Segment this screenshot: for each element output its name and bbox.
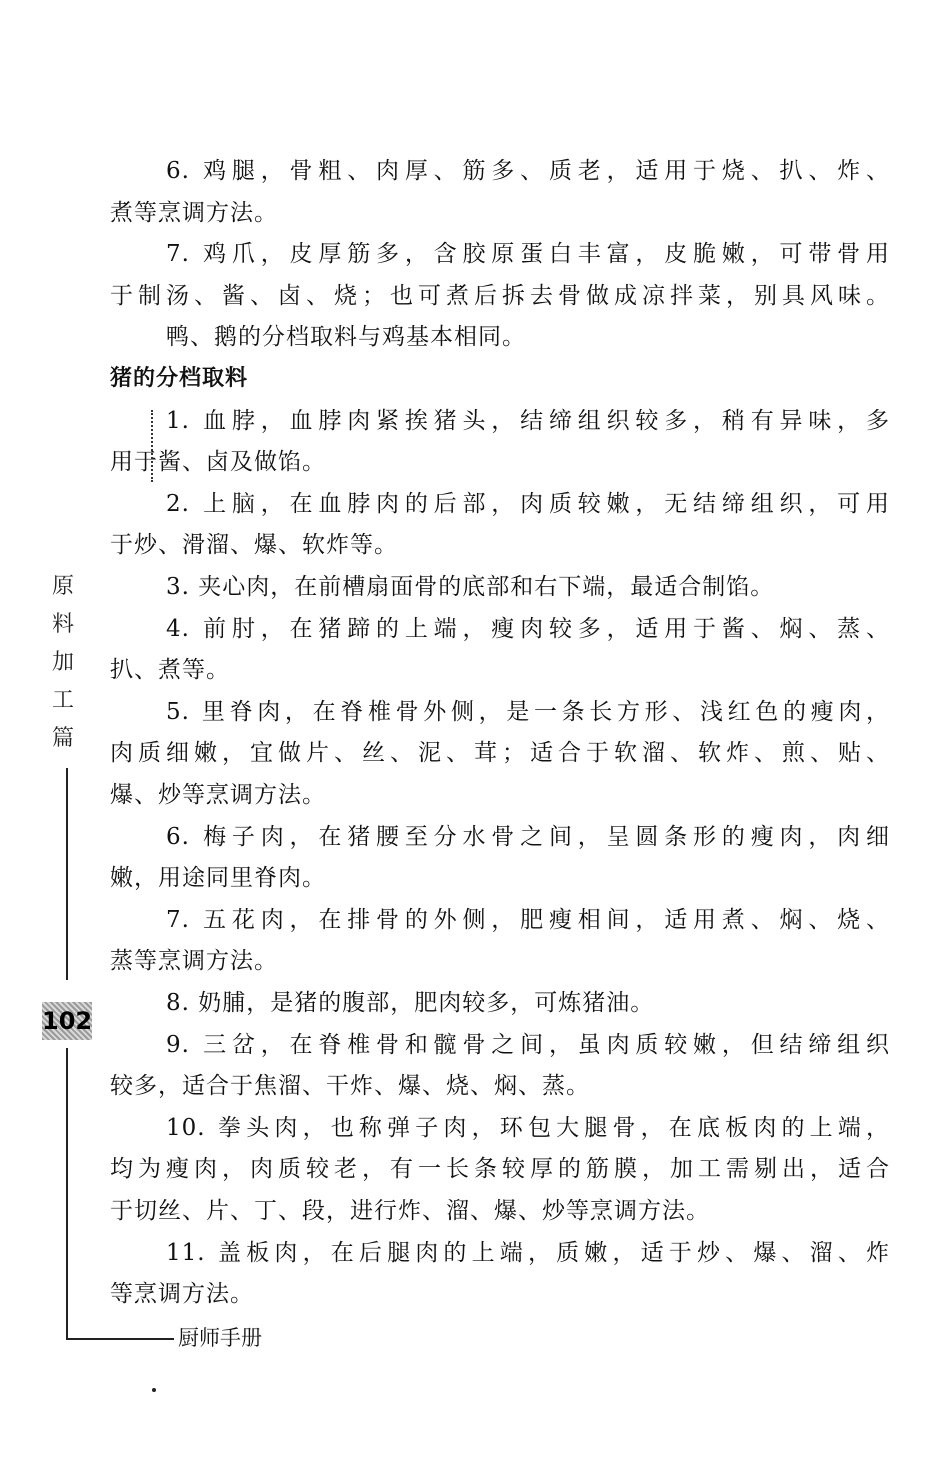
text-line: 8. 奶脯，是猪的腹部，肥肉较多，可炼猪油。	[166, 990, 655, 1016]
text-line: 鸭、鹅的分档取料与鸡基本相同。	[166, 324, 526, 351]
margin-mark	[151, 410, 157, 482]
text-line: 爆、炒等烹调方法。	[110, 782, 326, 808]
side-label-char: 加	[51, 650, 74, 675]
text-line: 6. 梅子肉，在猪腰至分水骨之间，呈圆条形的瘦肉，肉细	[166, 823, 890, 850]
side-label-char: 篇	[51, 726, 74, 751]
text-line: 10. 拳头肉，也称弹子肉，环包大腿骨，在底板肉的上端，	[166, 1114, 890, 1141]
side-label-char: 工	[51, 688, 74, 713]
text-line: 1. 血脖，血脖肉紧挨猪头，结缔组织较多，稍有异味，多	[166, 407, 890, 434]
page-number: 102	[42, 1002, 92, 1040]
side-rule-upper	[66, 768, 68, 980]
text-line: 7. 五花肉，在排骨的外侧，肥瘦相间，适用煮、焖、烧、	[166, 906, 890, 933]
text-line: 用于酱、卤及做馅。	[110, 449, 326, 476]
text-line: 3. 夹心肉，在前槽扇面骨的底部和右下端，最适合制馅。	[166, 574, 775, 600]
text-line: 5. 里脊肉，在脊椎骨外侧，是一条长方形、浅红色的瘦肉，	[166, 698, 890, 725]
footer	[66, 1324, 262, 1352]
stray-dot	[152, 1388, 156, 1392]
side-label-char: 原	[51, 574, 74, 599]
side-label-char: 料	[51, 612, 74, 637]
text-line: 9. 三岔，在脊椎骨和髋骨之间，虽肉质较嫩，但结缔组织	[166, 1031, 890, 1058]
text-line: 煮等烹调方法。	[110, 199, 278, 226]
footer-title: 厨师手册	[178, 1326, 262, 1350]
text-line: 于炒、滑溜、爆、软炸等。	[110, 532, 398, 559]
text-line: 等烹调方法。	[110, 1281, 254, 1308]
text-line: 11. 盖板肉，在后腿肉的上端，质嫩，适于炒、爆、溜、炸	[166, 1239, 890, 1266]
text-line: 于切丝、片、丁、段，进行炸、溜、爆、炒等烹调方法。	[110, 1198, 710, 1224]
footer-rule	[66, 1338, 174, 1340]
text-line: 4. 前肘，在猪蹄的上端，瘦肉较多，适用于酱、焖、蒸、	[166, 615, 890, 642]
section-heading: 猪的分档取料	[110, 366, 249, 391]
text-line: 蒸等烹调方法。	[110, 948, 278, 975]
text-line: 较多，适合于焦溜、干炸、爆、烧、焖、蒸。	[110, 1073, 590, 1100]
text-line: 均为瘦肉，肉质较老，有一长条较厚的筋膜，加工需剔出，适合	[110, 1156, 890, 1183]
text-line: 肉质细嫩，宜做片、丝、泥、茸；适合于软溜、软炸、煎、贴、	[110, 740, 890, 767]
text-line: 于制汤、酱、卤、烧；也可煮后拆去骨做成凉拌菜，别具风味。	[110, 282, 890, 309]
text-line: 扒、煮等。	[110, 657, 230, 684]
text-line: 嫩，用途同里脊肉。	[110, 865, 326, 892]
text-line: 7. 鸡爪，皮厚筋多，含胶原蛋白丰富，皮脆嫩，可带骨用	[166, 241, 890, 268]
text-line: 6. 鸡腿，骨粗、肉厚、筋多、质老，适用于烧、扒、炸、	[166, 158, 890, 184]
text-line: 2. 上脑，在血脖肉的后部，肉质较嫩，无结缔组织，可用	[166, 490, 890, 517]
side-rule-lower	[66, 1048, 68, 1338]
